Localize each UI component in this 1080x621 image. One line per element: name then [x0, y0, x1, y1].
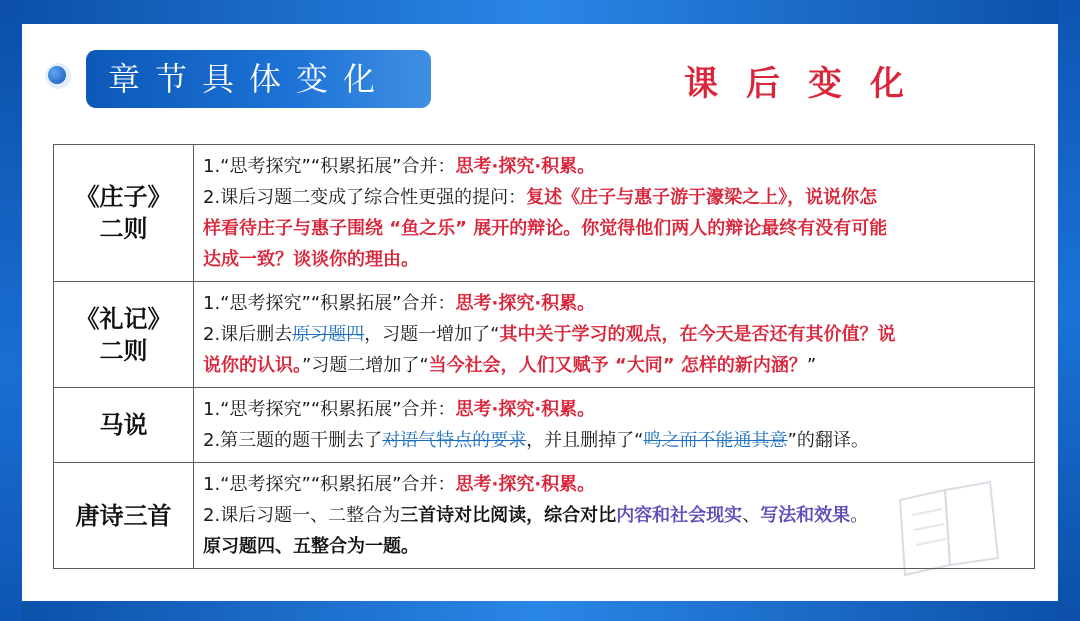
frame-top	[0, 0, 1080, 24]
description-line	[203, 394, 1026, 425]
text-segment: ，习题一增加了“	[364, 324, 500, 345]
lesson-name	[54, 463, 194, 569]
table-row	[54, 282, 1035, 388]
description-line	[203, 425, 1026, 456]
text-segment: 1.“思考探究”“积累拓展”合并：	[203, 474, 456, 495]
bullet-dot-inner	[48, 66, 66, 84]
highlight-text: 当今社会，人们又赋予 “大同” 怎样的新内涵？	[428, 355, 807, 376]
description-line	[203, 213, 1026, 244]
highlight-text: 思考·探究·积累。	[455, 399, 596, 420]
description-line	[203, 288, 1026, 319]
description-line	[203, 151, 1026, 182]
highlight-text: 复述《庄子与惠子游于濠梁之上》，说说你怎	[526, 187, 878, 208]
change-description	[194, 463, 1035, 569]
description-line	[203, 182, 1026, 213]
highlight-text: 写法和效果	[760, 505, 851, 526]
lesson-name-line: 二则	[99, 215, 148, 243]
table-row	[54, 145, 1035, 282]
change-description	[194, 388, 1035, 463]
highlight-text: 原习题四、五整合为一题。	[203, 536, 419, 557]
highlight-text: 三首诗对比阅读，综合对比	[400, 505, 617, 526]
highlight-text: 其中关于学习的观点，在今天是否还有其价值？说	[499, 324, 896, 345]
table-row	[54, 388, 1035, 463]
deleted-text: 鸣之而不能通其意	[643, 430, 788, 451]
lesson-name-line: 唐诗三首	[75, 501, 172, 530]
frame-bottom	[0, 601, 1080, 621]
text-segment: 、	[742, 505, 761, 526]
text-segment: 1.“思考探究”“积累拓展”合并：	[203, 293, 456, 314]
description-line	[203, 531, 1026, 562]
frame-right	[1058, 0, 1080, 621]
text-segment: ”习题二增加了“	[302, 355, 429, 376]
change-description	[194, 145, 1035, 282]
text-segment: 。	[850, 505, 869, 526]
deleted-text: 原习题四	[292, 324, 365, 345]
changes-table	[53, 144, 1035, 569]
description-line	[203, 469, 1026, 500]
lesson-name	[54, 388, 194, 463]
description-line	[203, 500, 1026, 531]
change-description	[194, 282, 1035, 388]
highlight-text: 说你的认识。	[203, 355, 302, 376]
text-segment: 2.课后习题二变成了综合性更强的提问：	[203, 187, 527, 208]
text-segment: 2.课后删去	[203, 324, 293, 345]
highlight-text: 样看待庄子与惠子围绕 “鱼之乐” 展开的辩论。你觉得他们两人的辩论最终有没有可能	[203, 218, 888, 239]
description-line	[203, 350, 1026, 381]
deleted-text: 对语气特点的要求	[382, 430, 527, 451]
description-line	[203, 319, 1026, 350]
highlight-text: 思考·探究·积累。	[455, 474, 596, 495]
highlight-text: 思考·探究·积累。	[455, 156, 596, 177]
text-segment: 1.“思考探究”“积累拓展”合并：	[203, 399, 456, 420]
lesson-name-line: 马说	[99, 411, 148, 439]
lesson-name	[54, 145, 194, 282]
table-row	[54, 463, 1035, 569]
text-segment: 2.第三题的题干删去了	[203, 430, 383, 451]
text-segment: ”的翻译。	[787, 430, 869, 451]
text-segment: 2.课后习题一、二整合为	[203, 505, 401, 526]
text-segment: ，并且删掉了“	[526, 430, 644, 451]
section-title: 章节具体变化	[86, 50, 431, 108]
frame-left	[0, 0, 22, 621]
highlight-text: 思考·探究·积累。	[455, 293, 596, 314]
description-line	[203, 244, 1026, 275]
lesson-name	[54, 282, 194, 388]
section-subtitle: 课后变化	[684, 64, 932, 104]
lesson-name-line: 二则	[99, 336, 148, 365]
text-segment: 1.“思考探究”“积累拓展”合并：	[203, 156, 456, 177]
text-segment: ”	[806, 355, 817, 376]
highlight-text: 达成一致？谈谈你的理由。	[203, 249, 419, 270]
lesson-name-line: 《礼记》	[75, 304, 172, 333]
lesson-name-line: 《庄子》	[75, 183, 172, 211]
highlight-text: 内容和社会现实	[616, 505, 743, 526]
